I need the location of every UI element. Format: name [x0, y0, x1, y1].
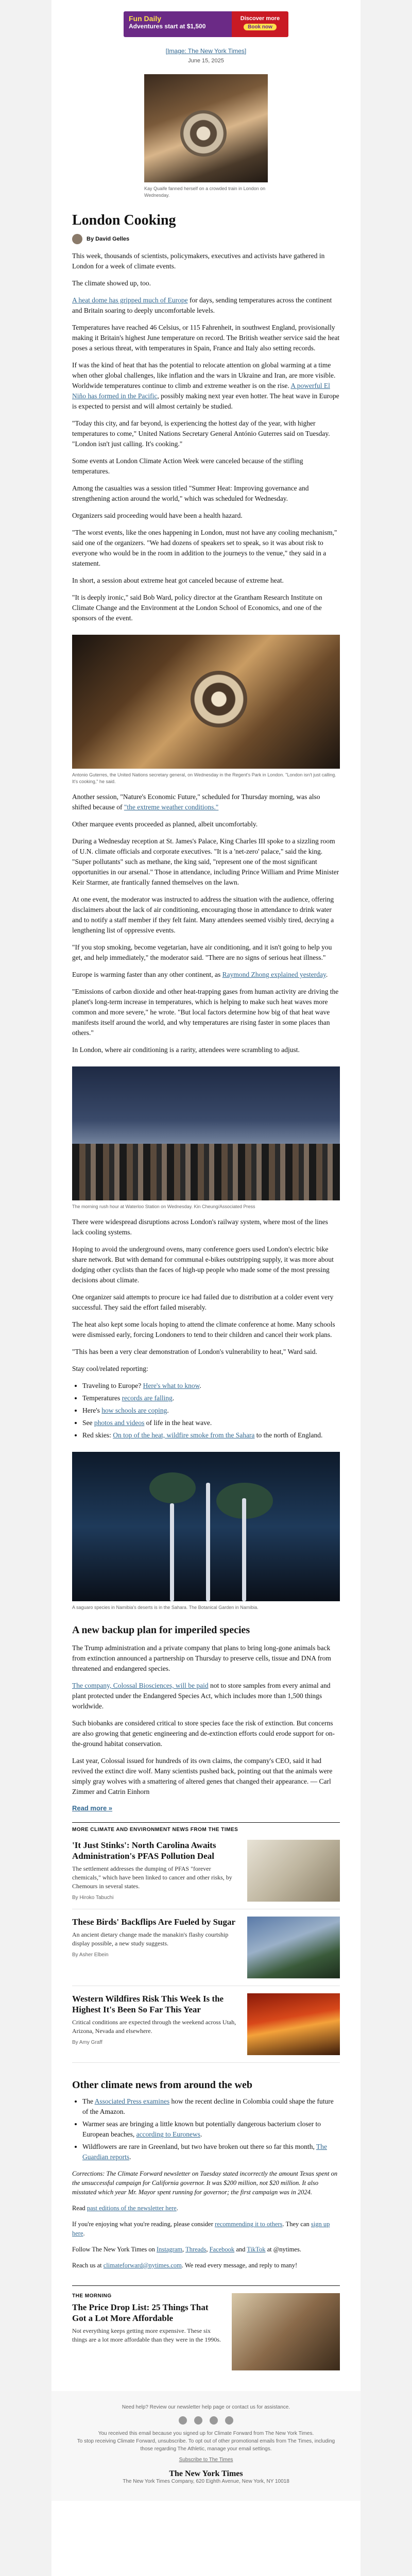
external-link[interactable]: according to Euronews	[136, 2130, 201, 2138]
crowd-graphic	[72, 1144, 340, 1200]
photo-caption: A saguaro species in Namibia's deserts is in the Sahara. The Botanical Garden in Namibia.	[72, 1605, 259, 1610]
list-text: See	[82, 1419, 94, 1427]
paragraph: Last year, Colossal issued for hundreds of its own claims, the company's CEO, said it had revived the extinct dire wolf. Many scientists pushed back, pointing out that the animals were simply gray wolves with a smattering of altered genes that changed their appearance. — Carl Zimmer and Catrin Einhorn	[72, 1757, 333, 1795]
list-text: Here's	[82, 1406, 102, 1414]
heat-dome-link[interactable]: A heat dome has gripped much of Europe	[72, 296, 188, 304]
paragraph: "Today this city, and far beyond, is experiencing the hottest day of the year, with higher temperatures to come," United Nations Secretary General António Guterres said on Tuesday. "London isn't just calling. It's cooking."	[72, 419, 330, 448]
paragraph-text: Another session, "Nature's Economic Future," scheduled for Thursday morning, was also shifted because of	[72, 793, 320, 811]
ad-left-panel	[124, 11, 232, 37]
section-title: A new backup plan for imperiled species	[72, 1624, 250, 1636]
photo-trees	[72, 1452, 340, 1611]
promo-image[interactable]	[232, 2293, 340, 2370]
x-icon[interactable]	[210, 2416, 218, 2425]
headline: London Cooking	[72, 212, 176, 228]
paragraph-text: Reach us at	[72, 2262, 104, 2269]
promo-title[interactable]: The Price Drop List: 25 Things That Got a Lot More Affordable	[72, 2302, 209, 2323]
photo-caption: The morning rush hour at Waterloo Station on Wednesday. Kin Cheung/Associated Press	[72, 1204, 255, 1209]
ad-cta-button[interactable]: Book now	[244, 24, 277, 30]
paragraph-text: If was the kind of heat that has the potential to relocate attention on global warming at a time when other global challenges, like inflation and the wars in Ukraine and Iran, are more visible. Worldwide temperatures continue to climb and extreme weather is on the rise.	[72, 361, 336, 389]
story-byline: By Asher Elbein	[72, 1952, 109, 1958]
newsletter-page	[52, 0, 360, 2576]
list-text: .	[129, 2153, 131, 2161]
paragraph: Such biobanks are considered critical to store species face the risk of extinction. But concerns are also growing that genetic engineering and de-extinction efforts could erode support for on-the-ground habitat conservation.	[72, 1719, 335, 1748]
external-link[interactable]: Associated Press examines	[94, 2097, 170, 2105]
email-link[interactable]: climateforward@nytimes.com	[103, 2262, 182, 2269]
photo-guterres	[72, 635, 340, 785]
story-summary: An ancient dietary change made the manakin's flashy courtship display possible, a new study suggests.	[72, 1931, 229, 1947]
paragraph: "If you stop smoking, become vegetarian, have air conditioning, and it isn't going to help you get, and help immediately," the moderator said. "There are no signs of serious heat illness."	[72, 943, 332, 961]
paragraph	[72, 2219, 340, 2238]
related-link[interactable]: Here's what to know	[143, 1382, 200, 1389]
ad-right-panel	[232, 11, 288, 37]
list-text: Red skies:	[82, 1431, 113, 1439]
story-summary: Critical conditions are expected through the weekend across Utah, Arizona, Nevada and elsewhere.	[72, 2019, 236, 2035]
ad-line-1: Fun Daily	[129, 14, 162, 23]
nyt-logo-link[interactable]: [Image: The New York Times]	[165, 47, 247, 55]
list-item	[82, 1418, 340, 1428]
trees-image[interactable]	[72, 1452, 340, 1601]
footer	[52, 2391, 360, 2501]
paragraph	[72, 970, 340, 980]
trunk-graphic	[170, 1503, 174, 1601]
story-card[interactable]	[72, 1833, 340, 1909]
ad-line-2: Adventures start at $1,500	[129, 23, 206, 30]
story-byline: By Amy Graff	[72, 2040, 102, 2045]
hand-fan-graphic	[180, 110, 227, 157]
promo-card[interactable]	[72, 2285, 340, 2370]
byline	[72, 234, 340, 244]
more-news-heading: MORE CLIMATE AND ENVIRONMENT NEWS FROM THE TIMES	[72, 1827, 238, 1833]
waterloo-image[interactable]	[72, 1066, 340, 1200]
list-item	[82, 1430, 340, 1440]
story-card[interactable]	[72, 1909, 340, 1986]
threads-icon[interactable]	[225, 2416, 233, 2425]
external-link[interactable]: The Guardian reports	[82, 2143, 327, 2161]
paragraph-text: . We read every message, and reply to many!	[181, 2262, 298, 2269]
list-item	[82, 2096, 340, 2117]
list-text: .	[200, 2130, 202, 2138]
hero-image[interactable]	[144, 74, 268, 182]
paragraph-text: , possibly making next year even hotter. The heat wave in Europe is expected to persist and will almost certainly be studied.	[72, 392, 339, 410]
promo-summary: Not everything keeps getting more expensive. These six things are a lot more affordable than they were in the 1990s.	[72, 2327, 221, 2343]
footer-logo: The New York Times	[169, 2469, 243, 2478]
list-text: Wildflowers are rare in Greenland, but two have broken out there so far this month,	[82, 2143, 316, 2150]
photo-waterloo	[72, 1066, 340, 1210]
paragraph: "The worst events, like the ones happening in London, must not have any cooling mechanism," said one of the organizers. "We had dozens of speakers set to speak, so it was about risk to everyone who would be in the room in addition to the journeys to the venue," they said in a statement.	[72, 529, 337, 567]
other-news-title: Other climate news from around the web	[72, 2079, 252, 2091]
facebook-icon[interactable]	[179, 2416, 187, 2425]
story-thumbnail[interactable]	[247, 1917, 340, 1978]
list-text: Traveling to Europe?	[82, 1382, 143, 1389]
paragraph: Other marquee events proceeded as planned, albeit uncomfortably.	[72, 820, 258, 828]
paragraph: Hoping to avoid the underground ovens, many conference goers used London's electric bike share network. But with demand for communal e-bikes outstripping supply, it was more about dodging other cyclists than the faces of high-up people who made some of the most pressing decisions about climate.	[72, 1245, 334, 1284]
list-text: of life in the heat wave.	[144, 1419, 212, 1427]
top-ad-banner[interactable]	[124, 11, 288, 37]
paragraph: Some events at London Climate Action Week were canceled because of the stifling temperatures.	[72, 457, 303, 475]
story-thumbnail[interactable]	[247, 1993, 340, 2055]
photo-caption: Antonio Guterres, the United Nations secretary general, on Wednesday in the Regent's Park in London. "London isn't just calling. It's cooking," he said.	[72, 772, 336, 784]
related-link[interactable]: On top of the heat, wildfire smoke from the Sahara	[113, 1431, 255, 1439]
paragraph	[72, 360, 340, 412]
paragraph-text: for days, sending temperatures across the continent and Britain soaring to deeply uncomfortable levels.	[72, 296, 332, 314]
list-text: .	[167, 1406, 169, 1414]
zhong-link[interactable]: Raymond Zhong explained yesterday	[222, 971, 326, 978]
instagram-icon[interactable]	[194, 2416, 202, 2425]
paragraph: One organizer said attempts to procure ice had failed due to distribution at a colder event very successful. They said the effort failed miserably.	[72, 1293, 334, 1311]
list-text: to the north of England.	[254, 1431, 323, 1439]
paragraph: In London, where air conditioning is a rarity, attendees were scrambling to adjust.	[72, 1046, 300, 1054]
paragraph-text: . They can	[282, 2221, 311, 2228]
dateline: June 15, 2025	[188, 58, 224, 64]
hero-caption: Kay Quaife fanned herself on a crowded train in London on Wednesday.	[144, 186, 266, 198]
paragraph	[72, 792, 340, 812]
paragraph-text: Follow The New York Times on	[72, 2246, 157, 2253]
promo-text	[72, 2293, 224, 2370]
recommend-link[interactable]: recommending it to others	[214, 2221, 283, 2228]
story-meta	[72, 1917, 240, 1978]
list-item	[82, 1405, 340, 1416]
paragraph	[72, 2261, 340, 2270]
story-title[interactable]: Western Wildfires Risk This Week Is the Highest It's Been So Far This Year	[72, 1994, 224, 2014]
read-more-link[interactable]: Read more »	[72, 1804, 113, 1812]
paragraph	[72, 295, 340, 316]
list-text: Temperatures	[82, 1394, 122, 1402]
trunk-graphic	[206, 1483, 210, 1601]
story-meta	[72, 1840, 240, 1902]
facebook-link[interactable]: Facebook	[209, 2246, 235, 2253]
list-item	[82, 2119, 340, 2140]
signup-link[interactable]: sign up here	[72, 2221, 330, 2237]
past-editions-link[interactable]: past editions of the newsletter here	[87, 2205, 177, 2212]
paragraph: Temperatures have reached 46 Celsius, or 115 Fahrenheit, in southwest England, provisionally making it Britain's highest June temperature on record. The British weather service said the heat poses a serious threat, with temperatures in Spain, France and Italy also setting records.	[72, 324, 340, 352]
article-body	[52, 212, 360, 2370]
paragraph-text: .	[325, 971, 328, 978]
paragraph: Stay cool/related reporting:	[72, 1365, 148, 1372]
paragraph-text: .	[176, 2205, 178, 2212]
footer-subscribe-link[interactable]: Subscribe to The Times	[179, 2457, 233, 2463]
extreme-weather-link[interactable]: "the extreme weather conditions."	[124, 803, 219, 811]
story-card[interactable]	[72, 1986, 340, 2063]
story-summary: The settlement addresses the dumping of PFAS "forever chemicals," which have been linked to cancer and other risks, by Chemours in several states.	[72, 1865, 232, 1890]
story-title[interactable]: 'It Just Stinks': North Carolina Awaits Administration's PFAS Pollution Deal	[72, 1840, 216, 1861]
list-text: The	[82, 2097, 95, 2105]
paragraph-text: Europe is warming faster than any other continent, as	[72, 971, 222, 978]
byline-text: By David Gelles	[87, 236, 130, 242]
paragraph-text: not to store samples from every animal and plant protected under the Endangered Species Act, which includes more than 1,500 things worldwide.	[72, 1682, 331, 1710]
paragraph: The climate showed up, too.	[72, 279, 151, 287]
paragraph-text: .	[83, 2230, 85, 2237]
paragraph: "Emissions of carbon dioxide and other heat-trapping gases from human activity are driving the planet's long-term increase in temperatures, which is helping to make such heat waves more common and more severe," he wrote. "But local factors determine how big of that heat wave manifests itself around the world, and why temperatures are rising faster in some places than others."	[72, 988, 339, 1037]
promo-kicker: THE MORNING	[72, 2293, 112, 2299]
el-nino-link[interactable]: A powerful El Niño has formed in the Pacific	[72, 382, 330, 400]
author-avatar	[72, 234, 82, 244]
paragraph: Organizers said proceeding would have been a health hazard.	[72, 512, 243, 519]
tiktok-link[interactable]: TikTok	[247, 2246, 266, 2253]
leaf-graphic	[149, 1472, 196, 1503]
footer-unsubscribe[interactable]: To stop receiving Climate Forward, unsubscribe. To opt out of other promotional emails from The Times, including those regarding The Athletic, manage your email settings.	[77, 2438, 335, 2452]
paragraph: In short, a session about extreme heat got canceled because of extreme heat.	[72, 577, 284, 584]
trunk-graphic	[242, 1498, 246, 1601]
guterres-image[interactable]	[72, 635, 340, 769]
list-item	[82, 1393, 340, 1403]
story-meta	[72, 1993, 240, 2055]
list-item	[82, 1381, 340, 1391]
paragraph: The Trump administration and a private company that plans to bring long-gone animals back from extinction announced a partnership on Thursday to preserve cells, tissue and DNA from threatened and endangered species.	[72, 1644, 331, 1672]
footer-help: Need help? Review our newsletter help page or contact us for assistance.	[122, 2404, 290, 2410]
colossal-link[interactable]: The company, Colossal Biosciences, will be paid	[72, 1682, 209, 1689]
paragraph: This week, thousands of scientists, policymakers, executives and activists have gathered in London for a week of climate events.	[72, 252, 325, 270]
list-item	[82, 2142, 340, 2162]
paragraph	[72, 1681, 340, 1711]
paragraph-text: at @nytimes.	[265, 2246, 301, 2253]
fan-graphic	[191, 671, 247, 727]
paragraph: At one event, the moderator was instructed to address the situation with the audience, offering disclaimers about the lack of air conditioning, encouraging those in attendance to drink water and to notify a staff member if they felt faint. Many attendees seemed visibly tired, decrying a lengthening list of oppressive events.	[72, 895, 334, 934]
list-text: how the recent decline in Colombia could shape the future of the Amazon.	[82, 2097, 334, 2115]
story-byline: By Hiroko Tabuchi	[72, 1895, 114, 1901]
related-link[interactable]: records are falling	[122, 1394, 173, 1402]
related-list	[72, 1381, 340, 1440]
social-icons	[72, 2416, 340, 2425]
paragraph: Among the casualties was a session titled "Summer Heat: Improving governance and strengthening action around the world," which was scheduled for Wednesday.	[72, 484, 309, 502]
ad-right-text: Discover more	[240, 15, 280, 22]
paragraph-text: If you're enjoying what you're reading, please consider	[72, 2221, 215, 2228]
paragraph-text: Read	[72, 2205, 87, 2212]
related-link[interactable]: photos and videos	[94, 1419, 145, 1427]
other-news-list	[72, 2096, 340, 2162]
paragraph: "This has been a very clear demonstration of London's vulnerability to heat," Ward said.	[72, 1348, 317, 1355]
corrections-note: Corrections: The Climate Forward newsletter on Tuesday stated incorrectly the amount Texas spent on the unsuccessful campaign for California governor. It was $200 million, not $20 million. It also misstated which year Mr. Mayor spent running for governor; the first campaign was in 2024.	[72, 2170, 338, 2196]
footer-reason: You received this email because you signed up for Climate Forward from The New York Times.	[98, 2431, 314, 2436]
divider	[72, 1822, 340, 1823]
masthead	[52, 46, 360, 64]
paragraph: During a Wednesday reception at St. James's Palace, King Charles III spoke to a sizzling room of U.N. climate officials and corporate executives. "It is a 'net-zero' palace," said the king. "Super pollutants" such as methane, the king said, "represent one of the most significant opportunities in our arsenal." Those in attendance, including Prince William and Prime Minister Keir Starmer, ate frantically fanned themselves on the lawn.	[72, 837, 339, 886]
paragraph: Follow The New York Times on Instagram, Threads, Facebook and TikTok at @nytimes.	[72, 2246, 301, 2253]
paragraph: There were widespread disruptions across London's railway system, where most of the lines lack cooling systems.	[72, 1218, 328, 1236]
list-text: .	[199, 1382, 201, 1389]
story-title[interactable]: These Birds' Backflips Are Fueled by Sugar	[72, 1917, 236, 1927]
related-link[interactable]: how schools are coping	[101, 1406, 167, 1414]
threads-link[interactable]: Threads	[185, 2246, 207, 2253]
list-text: .	[172, 1394, 175, 1402]
story-thumbnail[interactable]	[247, 1840, 340, 1902]
paragraph: The heat also kept some locals hoping to attend the climate conference at home. Many schools were dismissed early, forcing Londoners to tend to their children and cancel their work plans.	[72, 1320, 335, 1338]
list-text: Warmer seas are bringing a little known but potentially dangerous bacterium closer to European beaches,	[82, 2120, 321, 2138]
instagram-link[interactable]: Instagram	[157, 2246, 183, 2253]
paragraph	[72, 2204, 340, 2213]
paragraph: "It is deeply ironic," said Bob Ward, policy director at the Grantham Research Institute on Climate Change and the Environment at the London School of Economics, and one of the sponsors of the event.	[72, 594, 322, 622]
footer-address: The New York Times Company, 620 Eighth Avenue, New York, NY 10018	[123, 2479, 289, 2484]
